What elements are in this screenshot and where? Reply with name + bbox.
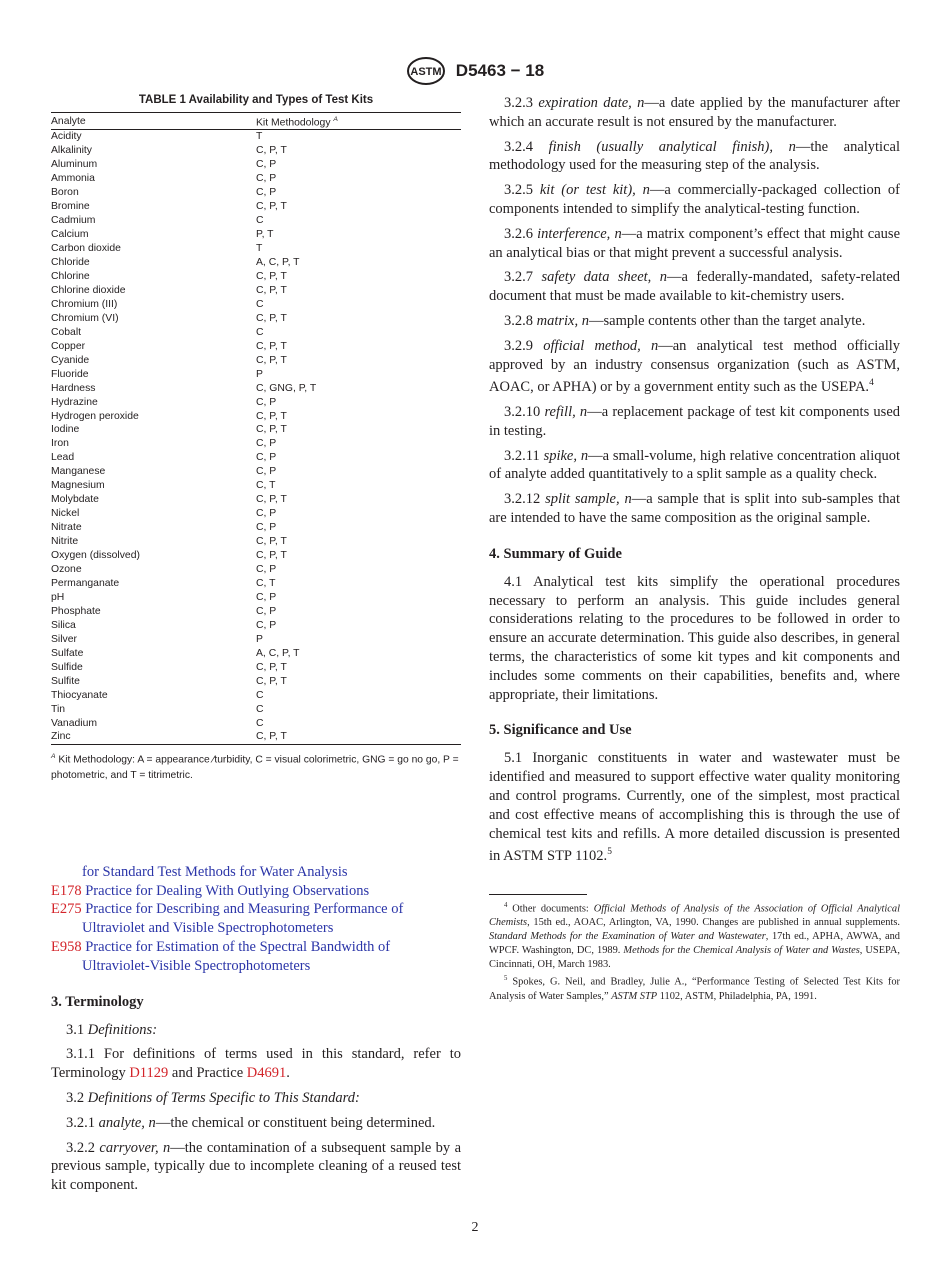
- analyte-cell: Sulfite: [51, 675, 80, 687]
- reference-item: [51, 900, 461, 919]
- paragraph-3-2-9: [489, 337, 900, 397]
- analyte-cell: Oxygen (dissolved): [51, 550, 140, 562]
- para-text: —sample contents other than the target analyte.: [588, 312, 866, 329]
- table-title: TABLE 1 Availability and Types of Test Kits: [138, 94, 374, 106]
- para-number: 3.2.10: [504, 403, 545, 420]
- table-row: [51, 521, 461, 535]
- footnote-5: [489, 972, 900, 1003]
- reference-title[interactable]: for Standard Test Methods for Water Analysis: [82, 863, 348, 880]
- footnote-4: [489, 899, 900, 972]
- para-text: —a matrix component’s effect that might cause an analytical bias or that might prevent a successful analysis.: [489, 225, 901, 261]
- analyte-cell: Hardness: [51, 382, 96, 394]
- para-text: —the chemical or constituent being determined.: [155, 1114, 436, 1131]
- table-row: [51, 577, 461, 591]
- footnote-divider: [489, 894, 587, 895]
- method-cell: C, P, T: [256, 340, 287, 352]
- para-text: .: [286, 1065, 290, 1082]
- footnote-title: Official Methods of Analysis of the Association of Official Analytical Chemists: [489, 903, 900, 929]
- method-cell: C: [256, 703, 264, 715]
- method-cell: C, P, T: [256, 550, 287, 562]
- method-cell: C, P, T: [256, 145, 287, 157]
- table-row: [51, 158, 461, 172]
- method-cell: C, P: [256, 619, 277, 631]
- method-cell: C, P, T: [256, 271, 287, 282]
- para-text: 5.1 Inorganic constituents in water and wastewater must be identified and measured to support effective water quality monitoring and control programs. Currently, one of the simplest, most practical and cost effective means of accomplishing this is through the use of chemical test kits and refills. A more detailed discussion is presented in ASTM STP 1102.: [489, 750, 900, 865]
- table-row: [51, 689, 461, 703]
- section-heading-terminology: 3. Terminology: [51, 993, 144, 1010]
- analyte-cell: Lead: [51, 452, 75, 464]
- method-cell: C, P: [256, 508, 277, 520]
- paragraph-5-1: [489, 749, 900, 866]
- defined-term: refill, n: [544, 403, 588, 420]
- table-row: [51, 368, 461, 382]
- paragraph-3-2: [51, 1089, 461, 1108]
- reference-title[interactable]: Ultraviolet and Visible Spectrophotometers: [82, 920, 334, 937]
- analyte-cell: Chloride: [51, 257, 90, 269]
- table-row: [51, 703, 461, 717]
- table-row: [51, 228, 461, 242]
- method-cell: C, P, T: [256, 201, 287, 213]
- method-cell: P: [256, 633, 263, 645]
- analyte-cell: Chlorine dioxide: [51, 284, 126, 296]
- referenced-documents: [51, 863, 461, 976]
- defined-term: interference, n: [537, 225, 622, 242]
- analyte-cell: Silver: [51, 633, 77, 645]
- table-row: [51, 661, 461, 675]
- method-cell: C, P, T: [256, 730, 461, 744]
- analyte-cell: Carbon dioxide: [51, 243, 121, 255]
- table-row: [51, 340, 461, 354]
- table-row: [51, 144, 461, 158]
- method-cell: P, T: [256, 229, 274, 241]
- para-number: 3.1: [66, 1021, 88, 1038]
- table-footnote: [51, 749, 461, 782]
- paragraph-4-1: 4.1 Analytical test kits simplify the operational procedures necessary to perform an analysis. This guide includes general considerations relating to the procedures to be followed in order to ensure an accurate determination. This guide also describes, in general terms, the characteristics of some kit types and kit components and includes some comments on their capabilities, benefits and, where appropriate, their limitations.: [489, 573, 900, 703]
- defined-term: carryover, n: [99, 1139, 171, 1156]
- para-number: 3.2: [66, 1090, 88, 1106]
- footnote-text: , USEPA, Cincinnati, OH, March 1983.: [489, 945, 900, 971]
- analyte-cell: Sulfide: [51, 661, 83, 673]
- method-cell: C, P: [256, 159, 277, 171]
- paragraph-3-2-2: [51, 1139, 461, 1195]
- analyte-cell: Chromium (VI): [51, 312, 119, 324]
- method-cell: C: [256, 717, 264, 729]
- reference-item: [51, 882, 461, 901]
- analyte-cell: Nitrite: [51, 536, 79, 548]
- reference-title[interactable]: Practice for Dealing With Outlying Observations: [81, 882, 370, 899]
- analyte-cell: Copper: [51, 340, 86, 352]
- paragraph-3-2-11: [489, 447, 900, 485]
- footnote-title: Standard Methods for the Examination of Water and Wastewater: [489, 931, 766, 943]
- table-row: [51, 270, 461, 284]
- analyte-cell: Tin: [51, 703, 66, 715]
- para-number: 3.2.1: [66, 1114, 99, 1131]
- table-row: [51, 284, 461, 298]
- table-row: [51, 200, 461, 214]
- reference-title[interactable]: Practice for Estimation of the Spectral Bandwidth of: [81, 939, 391, 956]
- analyte-cell: Phosphate: [51, 605, 101, 617]
- para-text: —a replacement package of test kit components used in testing.: [489, 403, 901, 439]
- table-row: [51, 591, 461, 605]
- reference-link[interactable]: E275: [51, 901, 82, 918]
- table-row: [51, 479, 461, 493]
- method-cell: C, GNG, P, T: [256, 382, 317, 394]
- footnote-reference: 4: [869, 378, 874, 389]
- table-row: [51, 619, 461, 633]
- para-text: —a sample that is split into sub-samples that are intended to have the same composition as the original sample.: [489, 491, 901, 526]
- para-text: 3.1.1 For definitions of terms used in this standard, refer to Terminology: [51, 1046, 461, 1082]
- analyte-cell: Permanganate: [51, 577, 120, 589]
- para-number: 3.2.2: [66, 1139, 100, 1156]
- footnote-text: Spokes, G. Neil, and Bradley, Julie A., “Performance Testing of Selected Test Kits for Analysis of Water Samples,”: [489, 976, 900, 1002]
- analyte-cell: Hydrazine: [51, 396, 98, 408]
- analyte-cell: Cadmium: [51, 215, 96, 227]
- table-row: [51, 605, 461, 619]
- analyte-cell: Aluminum: [51, 159, 98, 171]
- table-row: [51, 730, 461, 744]
- para-text: —a small-volume, high relative concentration aliquot of analyte added quantitatively to a split sample as a quality check.: [489, 447, 901, 483]
- method-cell: C, P: [256, 396, 277, 408]
- page-header: [0, 56, 950, 86]
- paragraph-3-1-1: [51, 1045, 461, 1083]
- paragraph-3-2-7: [489, 268, 900, 306]
- table-row: [51, 563, 461, 577]
- table-row: [51, 242, 461, 256]
- analyte-cell: Cobalt: [51, 326, 82, 338]
- paragraph-3-2-4: [489, 138, 900, 176]
- para-number: 3.2.9: [504, 337, 544, 354]
- method-cell: C: [256, 689, 264, 701]
- column-header-analyte: Analyte: [51, 113, 256, 130]
- footnote-text: , 15th ed., AOAC, Arlington, VA, 1990. Changes are published in annual supplements.: [527, 917, 900, 929]
- table-row: [51, 507, 461, 521]
- reference-link[interactable]: D4691: [246, 1065, 287, 1082]
- table-row: [51, 437, 461, 451]
- table-row: [51, 451, 461, 465]
- defined-term: spike, n: [543, 447, 589, 464]
- analyte-cell: Sulfate: [51, 647, 84, 659]
- analyte-cell: Silica: [51, 619, 76, 631]
- analyte-cell: Vanadium: [51, 717, 98, 729]
- method-cell: C, P: [256, 187, 277, 199]
- method-cell: C, P: [256, 452, 277, 464]
- table-row: [51, 465, 461, 479]
- table-row: [51, 382, 461, 396]
- reference-item-continued: [51, 919, 461, 938]
- method-cell: C: [256, 298, 264, 310]
- paragraph-3-2-3: [489, 94, 900, 132]
- method-cell: C, P: [256, 522, 277, 534]
- paragraph-3-2-8: [489, 312, 900, 331]
- analyte-cell: Cyanide: [51, 354, 90, 366]
- table-row: [51, 633, 461, 647]
- analyte-cell: pH: [51, 591, 65, 603]
- footnote-text: 1102, ASTM, Philadelphia, PA, 1991.: [657, 990, 817, 1002]
- method-cell: C, P: [256, 466, 277, 478]
- table-row: [51, 717, 461, 731]
- column-header-method-label: Kit Methodology: [256, 117, 331, 129]
- method-cell: T: [256, 131, 263, 143]
- table-row: [51, 549, 461, 563]
- analyte-cell: Acidity: [51, 131, 82, 143]
- method-cell: C, P, T: [256, 494, 287, 506]
- analyte-cell: Ozone: [51, 564, 82, 576]
- defined-term: analyte, n: [98, 1114, 156, 1131]
- para-text: and Practice: [168, 1065, 247, 1082]
- section-heading-significance: 5. Significance and Use: [489, 722, 632, 739]
- method-cell: C, P: [256, 564, 277, 576]
- para-title: Definitions of Terms Specific to This Standard:: [87, 1090, 360, 1106]
- method-cell: C: [256, 215, 264, 227]
- left-column: [51, 94, 461, 1201]
- reference-link[interactable]: E178: [51, 882, 82, 899]
- table-footnote-marker: A: [51, 753, 56, 761]
- table-row: [51, 256, 461, 270]
- paragraph-3-2-12: [489, 490, 900, 528]
- method-cell: C, P: [256, 591, 277, 603]
- table-row: [51, 410, 461, 424]
- para-number: 3.2.8: [504, 312, 537, 329]
- method-cell: C, P, T: [256, 354, 287, 366]
- footnote-number: 5: [504, 975, 508, 983]
- table-row: [51, 675, 461, 689]
- method-cell: C, P, T: [256, 661, 287, 673]
- method-cell: A, C, P, T: [256, 257, 300, 269]
- table-body: [51, 130, 461, 745]
- footnote-number: 4: [504, 901, 508, 909]
- para-text: —the contamination of a subsequent sample by a previous sample, typically due to incomplete cleaning of a reused test kit component.: [51, 1139, 462, 1194]
- reference-title[interactable]: Ultraviolet-Visible Spectrophotometers: [82, 957, 311, 974]
- analyte-cell: Iodine: [51, 424, 80, 436]
- para-title: Definitions:: [87, 1021, 158, 1038]
- footnote-title: ASTM STP: [611, 990, 658, 1002]
- column-header-method: [256, 113, 461, 130]
- right-column: [489, 94, 900, 1004]
- table-row: [51, 326, 461, 340]
- para-number: 3.2.11: [504, 447, 544, 464]
- reference-item-continued: [51, 957, 461, 976]
- paragraph-3-1: [51, 1021, 461, 1040]
- para-number: 3.2.6: [504, 225, 538, 242]
- para-number: 3.2.7: [504, 269, 542, 286]
- analyte-cell: Calcium: [51, 229, 89, 241]
- method-cell: C, T: [256, 480, 276, 492]
- analyte-cell: Nitrate: [51, 522, 82, 534]
- method-cell: C, T: [256, 577, 276, 589]
- footnote-text: Other documents:: [507, 903, 594, 915]
- kit-table: [51, 112, 461, 745]
- table-row: [51, 396, 461, 410]
- section-heading-summary: 4. Summary of Guide: [489, 545, 622, 562]
- table-row: [51, 535, 461, 549]
- method-cell: C, P, T: [256, 410, 287, 422]
- table-row: [51, 186, 461, 200]
- analyte-cell: Chlorine: [51, 271, 90, 282]
- method-cell: A, C, P, T: [256, 647, 300, 659]
- analyte-cell: Molybdate: [51, 494, 99, 506]
- reference-item: [51, 938, 461, 957]
- analyte-cell: Fluoride: [51, 368, 89, 380]
- reference-item: [51, 863, 461, 882]
- footnote-title: Methods for the Chemical Analysis of Water and Wastes: [623, 945, 860, 957]
- method-cell: C, P, T: [256, 284, 287, 296]
- para-text: —an analytical test method officially approved by an industry consensus organization (such as ASTM, AOAC, or APHA) or by a government entity such as the USEPA.: [489, 337, 900, 396]
- analyte-cell: Manganese: [51, 466, 106, 478]
- table-row: [51, 312, 461, 326]
- method-cell: C, P: [256, 173, 277, 185]
- table-row: [51, 493, 461, 507]
- method-cell: C, P, T: [256, 312, 287, 324]
- table-header-row: [51, 113, 461, 130]
- footnote-reference: 5: [607, 847, 612, 858]
- paragraph-3-2-10: [489, 403, 900, 441]
- method-cell: P: [256, 368, 263, 380]
- method-cell: C, P, T: [256, 424, 287, 436]
- analyte-cell: Magnesium: [51, 480, 105, 492]
- table-row: [51, 172, 461, 186]
- table-row: [51, 130, 461, 144]
- astm-logo-icon: [406, 56, 446, 86]
- para-text: —a date applied by the manufacturer after which an accurate result is not ensured by the manufacturer.: [489, 95, 900, 130]
- footnote-text: , 17th ed., APHA, AWWA, and WPCF. Washington, DC, 1989.: [489, 931, 900, 957]
- defined-term: official method, n: [543, 337, 659, 354]
- analyte-cell: Alkalinity: [51, 145, 92, 157]
- table-row: [51, 647, 461, 661]
- analyte-cell: Ammonia: [51, 173, 95, 185]
- defined-term: expiration date, n: [538, 95, 645, 111]
- method-cell: T: [256, 243, 263, 255]
- defined-term: safety data sheet, n: [541, 269, 667, 286]
- document-id: D5463 − 18: [455, 61, 545, 80]
- page-number: 2: [471, 1220, 479, 1235]
- para-text: —a federally-mandated, safety-related document that must be made available to kit-chemistry users.: [489, 269, 901, 305]
- svg-text:ASTM: ASTM: [410, 66, 442, 78]
- method-cell: C, P: [256, 438, 277, 450]
- defined-term: matrix, n: [536, 312, 589, 329]
- footnote-marker: A: [333, 116, 338, 123]
- para-text: —the analytical methodology used for the measuring step of the analysis.: [489, 138, 900, 174]
- defined-term: kit (or test kit), n: [539, 182, 650, 199]
- method-cell: C, P, T: [256, 675, 287, 687]
- defined-term: finish (usually analytical finish), n: [548, 138, 796, 155]
- reference-title[interactable]: Practice for Describing and Measuring Performance of: [81, 901, 404, 918]
- reference-link[interactable]: D1129: [129, 1065, 169, 1082]
- method-cell: C, P: [256, 605, 277, 617]
- table-footnote-text: Kit Methodology: A = appearance ⁄turbidity, C = visual colorimetric, GNG = go no go, P = photometric, and T = titrimetric.: [51, 754, 459, 781]
- paragraph-3-2-1: [51, 1114, 461, 1133]
- analyte-cell: Bromine: [51, 201, 90, 213]
- para-number: 3.2.12: [504, 491, 546, 508]
- method-cell: C, P, T: [256, 536, 287, 548]
- reference-link[interactable]: E958: [51, 939, 82, 956]
- para-number: 3.2.5: [504, 182, 540, 199]
- paragraph-3-2-6: [489, 225, 900, 263]
- analyte-cell: Chromium (III): [51, 298, 118, 310]
- para-number: 3.2.4: [504, 138, 549, 155]
- para-text: —a commercially-packaged collection of components intended to simplify the analytical-testing function.: [489, 182, 900, 217]
- para-number: 3.2.3: [504, 95, 539, 111]
- table-row: [51, 298, 461, 312]
- analyte-cell: Hydrogen peroxide: [51, 410, 139, 422]
- analyte-cell: Iron: [51, 438, 69, 450]
- analyte-cell: Thiocyanate: [51, 689, 108, 701]
- defined-term: split sample, n: [545, 491, 632, 508]
- table-row: [51, 423, 461, 437]
- analyte-cell: Zinc: [51, 730, 256, 744]
- analyte-cell: Nickel: [51, 508, 80, 520]
- table-row: [51, 354, 461, 368]
- table-row: [51, 214, 461, 228]
- method-cell: C: [256, 326, 264, 338]
- paragraph-3-2-5: [489, 181, 900, 219]
- analyte-cell: Boron: [51, 187, 79, 199]
